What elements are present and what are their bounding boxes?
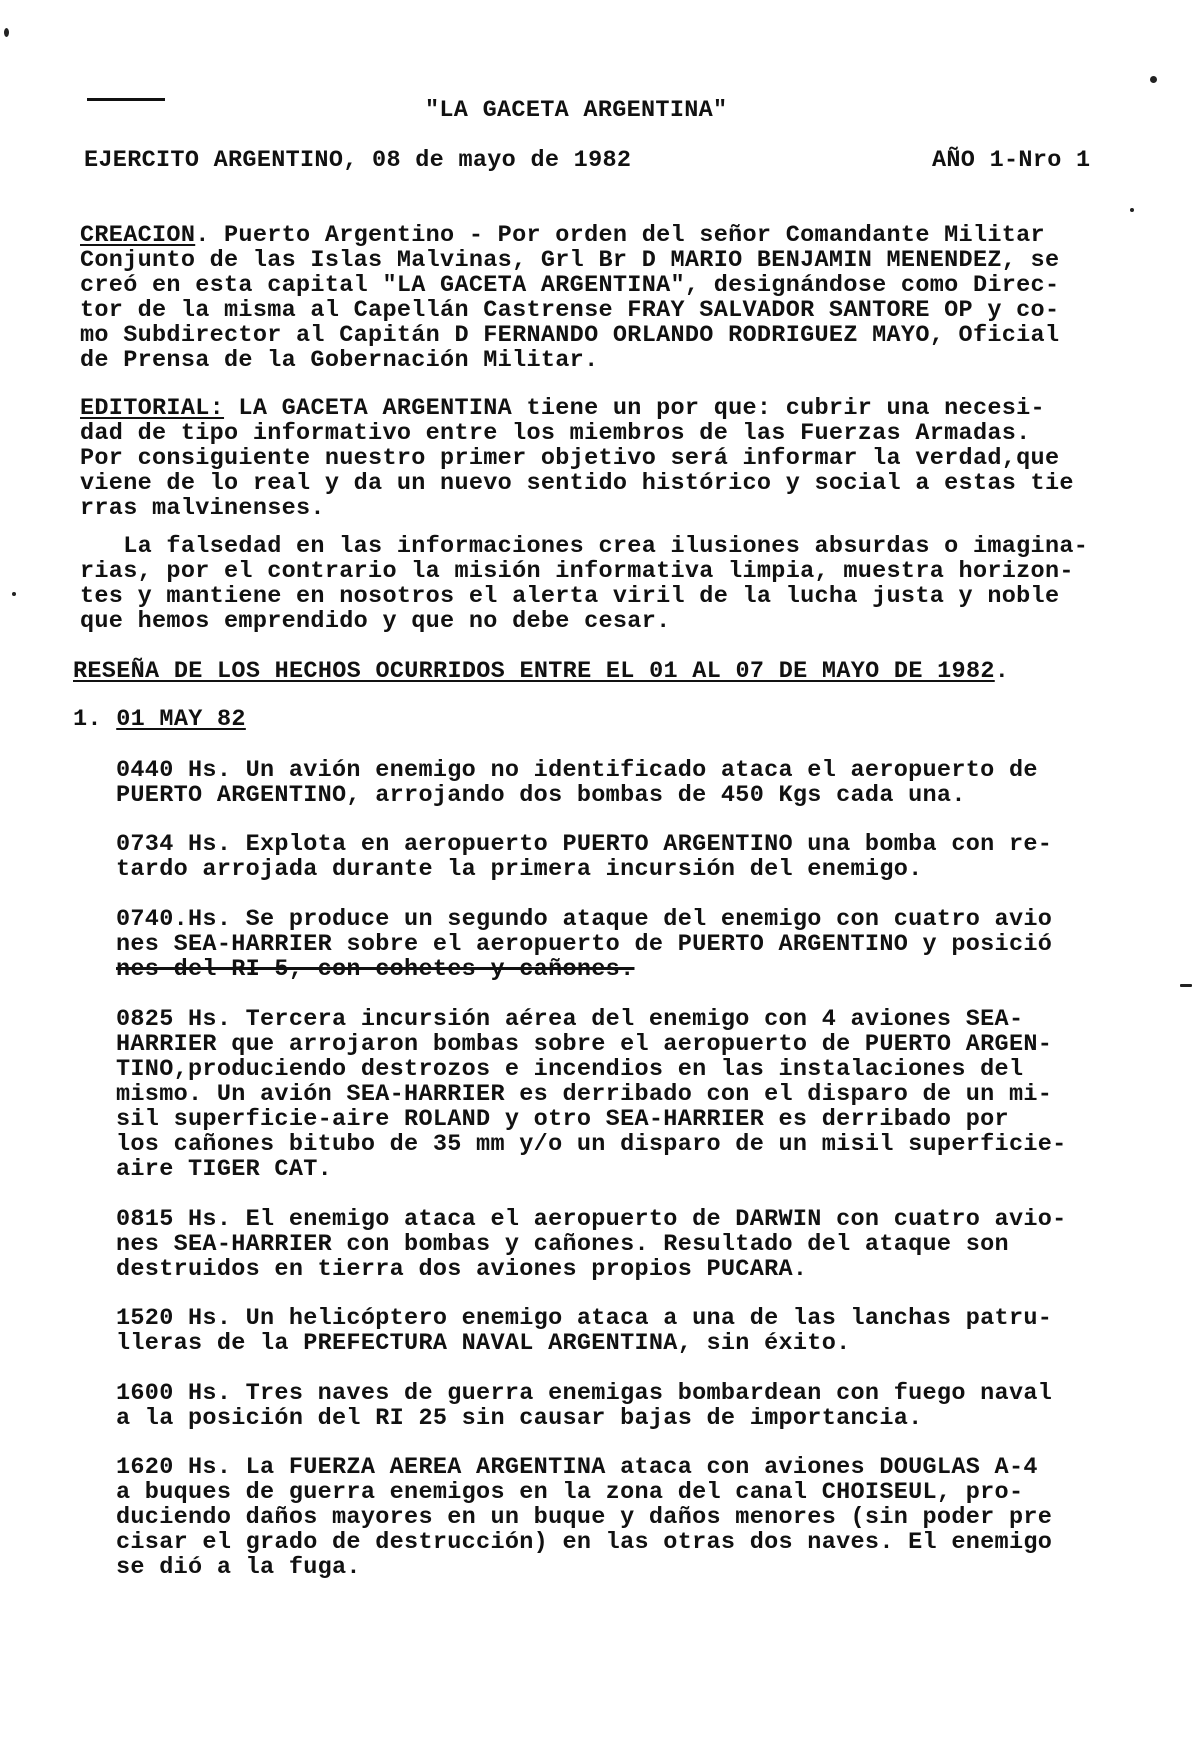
event-line: sil superficie-aire ROLAND y otro SEA-HARRIER es derribado por — [116, 1106, 1009, 1133]
event-line-struck: nes del RI 5, con cohetes y cañones. — [116, 956, 635, 983]
event-line: 1620 Hs. La FUERZA AEREA ARGENTINA ataca con aviones DOUGLAS A-4 — [116, 1454, 1038, 1481]
editorial-line-5: rras malvinenses. — [80, 495, 325, 522]
event-line: los cañones bitubo de 35 mm y/o un disparo de un misil superficie- — [116, 1131, 1067, 1158]
event-line: a la posición del RI 25 sin causar bajas de importancia. — [116, 1405, 923, 1432]
event-line: nes SEA-HARRIER sobre el aeropuerto de PUERTO ARGENTINO y posició — [116, 931, 1053, 958]
editorial-p2-line-3: tes y mantiene en nosotros el alerta viril de la lucha justa y noble — [80, 583, 1060, 610]
resena-heading: RESEÑA DE LOS HECHOS OCURRIDOS ENTRE EL 01 AL 07 DE MAYO DE 1982. — [73, 658, 1010, 685]
editorial-line-2: dad de tipo informativo entre los miembros de las Fuerzas Armadas. — [80, 420, 1031, 447]
editorial-line-3: Por consiguiente nuestro primer objetivo será informar la verdad,que — [80, 445, 1060, 472]
event-line: TINO,produciendo destrozos e incendios en las instalaciones del — [116, 1056, 1024, 1083]
event-line: HARRIER que arrojaron bombas sobre el aeropuerto de PUERTO ARGEN- — [116, 1031, 1053, 1058]
editorial-line-4: viene de lo real y da un nuevo sentido histórico y social a estas tie — [80, 470, 1074, 497]
event-line: cisar el grado de destrucción) en las otras dos naves. El enemigo — [116, 1529, 1053, 1556]
event-line: PUERTO ARGENTINO, arrojando dos bombas de 450 Kgs cada una. — [116, 782, 966, 809]
event-line: destruidos en tierra dos aviones propios PUCARA. — [116, 1256, 808, 1283]
event-line: 1520 Hs. Un helicóptero enemigo ataca a una de las lanchas patru- — [116, 1305, 1053, 1332]
editorial-label: EDITORIAL: — [80, 395, 225, 422]
creacion-line-4: tor de la misma al Capellán Castrense FRAY SALVADOR SANTORE OP y co- — [80, 297, 1060, 324]
creacion-line-5: mo Subdirector al Capitán D FERNANDO ORLANDO RODRIGUEZ MAYO, Oficial — [80, 322, 1060, 349]
event-line: duciendo daños mayores en un buque y daños menores (sin poder pre — [116, 1504, 1053, 1531]
editorial-p2-line-2: rias, por el contrario la misión informativa limpia, muestra horizon- — [80, 558, 1074, 585]
scan-speck — [1180, 984, 1192, 987]
event-line: a buques de guerra enemigos en la zona del canal CHOISEUL, pro- — [116, 1479, 1024, 1506]
event-line: 0440 Hs. Un avión enemigo no identificado ataca el aeropuerto de — [116, 757, 1038, 784]
event-line: 0740.Hs. Se produce un segundo ataque del enemigo con cuatro avio — [116, 906, 1053, 933]
editorial-line-1: EDITORIAL: LA GACETA ARGENTINA tiene un por que: cubrir una necesi- — [80, 395, 1045, 422]
event-line: aire TIGER CAT. — [116, 1156, 333, 1183]
event-line: 0734 Hs. Explota en aeropuerto PUERTO ARGENTINO una bomba con re- — [116, 831, 1053, 858]
event-line: 0815 Hs. El enemigo ataca el aeropuerto de DARWIN con cuatro avio- — [116, 1206, 1067, 1233]
editorial-p2-line-4: que hemos emprendido y que no debe cesar. — [80, 608, 671, 635]
event-line: nes SEA-HARRIER con bombas y cañones. Resultado del ataque son — [116, 1231, 1009, 1258]
item-1 — [73, 707, 246, 732]
creacion-line-3: creó en esta capital "LA GACETA ARGENTINA", designándose como Direc- — [80, 272, 1060, 299]
event-line: mismo. Un avión SEA-HARRIER es derribado con el disparo de un mi- — [116, 1081, 1053, 1108]
dateline: EJERCITO ARGENTINO, 08 de mayo de 1982 — [84, 147, 632, 174]
creacion-label: CREACION — [80, 222, 196, 249]
editorial-p2-line-1: La falsedad en las informaciones crea ilusiones absurdas o imagina- — [80, 533, 1089, 560]
issue-number: AÑO 1-Nro 1 — [932, 147, 1091, 174]
event-line: 1600 Hs. Tres naves de guerra enemigas bombardean con fuego naval — [116, 1380, 1053, 1407]
newspaper-title: "LA GACETA ARGENTINA" — [425, 97, 728, 124]
creacion-line-6: de Prensa de la Gobernación Militar. — [80, 347, 599, 374]
scan-speck — [1150, 76, 1157, 83]
scan-speck — [4, 28, 9, 37]
creacion-line-1: CREACION. Puerto Argentino - Por orden del señor Comandante Militar — [80, 222, 1045, 249]
event-line: lleras de la PREFECTURA NAVAL ARGENTINA, sin éxito. — [116, 1330, 851, 1357]
event-line: 0825 Hs. Tercera incursión aérea del enemigo con 4 aviones SEA- — [116, 1006, 1024, 1033]
scan-speck — [12, 592, 16, 596]
item-number: 1. — [73, 706, 102, 733]
item-date: 01 MAY 82 — [116, 706, 246, 733]
header-dash — [87, 98, 165, 101]
event-line: se dió a la fuga. — [116, 1554, 361, 1581]
creacion-line-2: Conjunto de las Islas Malvinas, Grl Br D MARIO BENJAMIN MENENDEZ, se — [80, 247, 1060, 274]
scan-speck — [1130, 208, 1134, 212]
event-line: tardo arrojada durante la primera incursión del enemigo. — [116, 856, 923, 883]
